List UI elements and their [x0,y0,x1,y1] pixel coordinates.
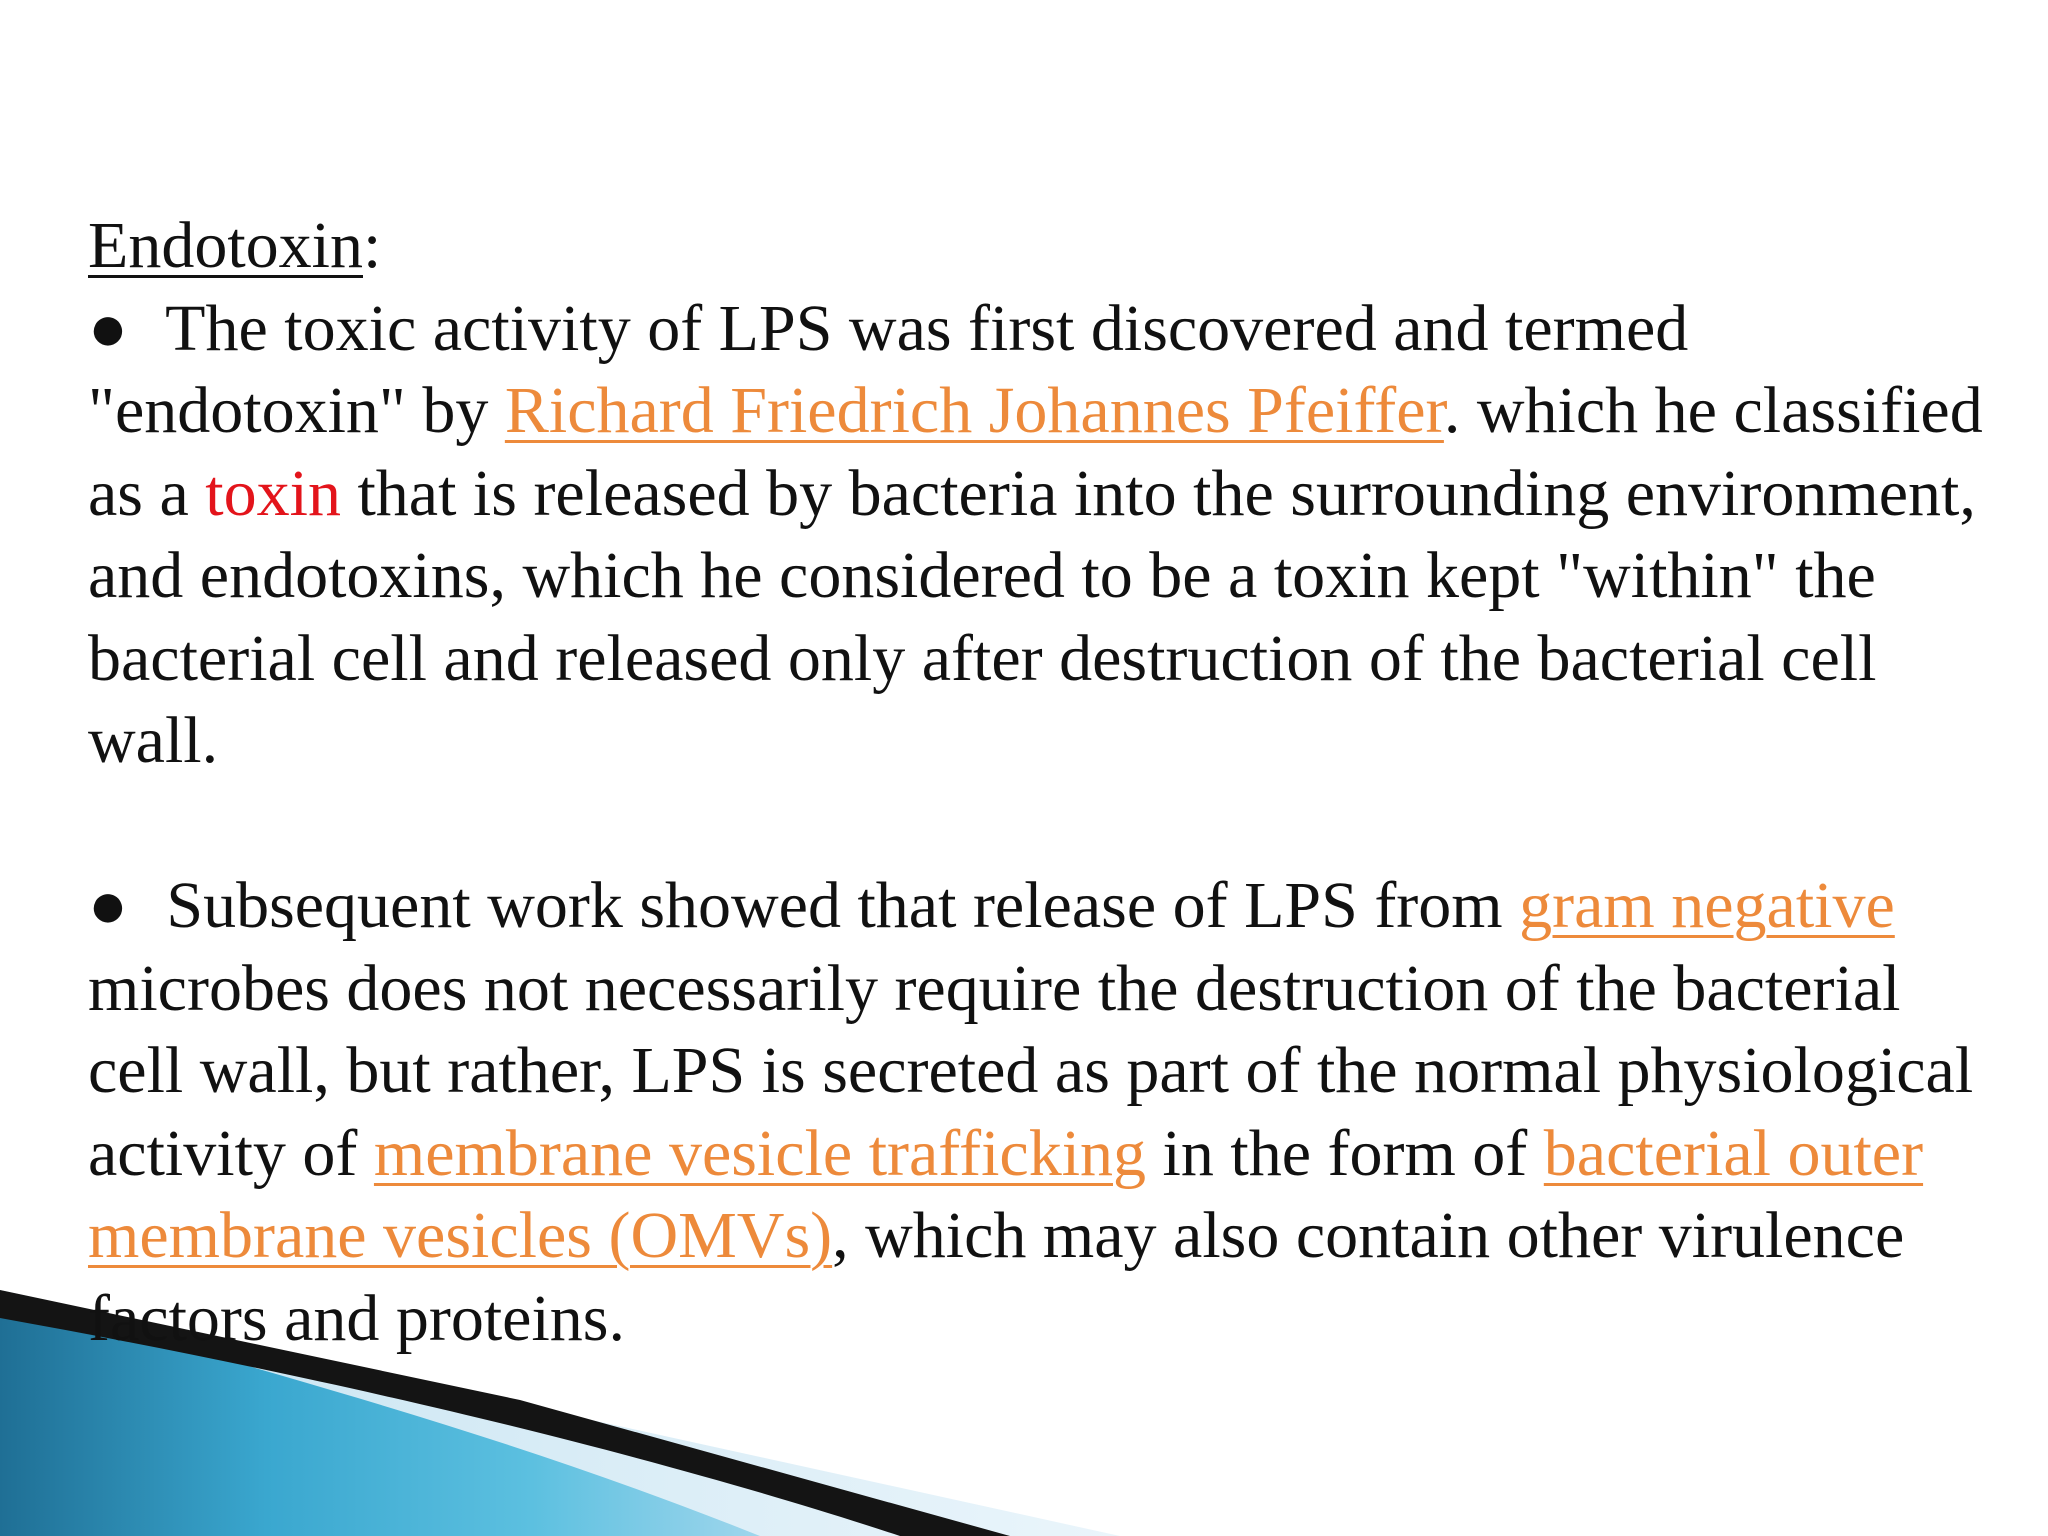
slide-heading [88,205,1988,288]
heading-colon: : [363,209,382,282]
bullet-2: ● [88,869,128,942]
slide-content [88,205,1988,1360]
p1-text-2: . which he classified as a [88,374,1983,530]
p2-text-4: , which may also contain other virulence factors and proteins. [88,1199,1905,1355]
p2-text-1: Subsequent work showed that release of LPS from [149,869,1520,942]
paragraph-gap [88,783,1988,866]
link-omvs[interactable]: bacterial outer membrane vesicles (OMVs) [88,1116,1924,1272]
link-pfeiffer[interactable]: Richard Friedrich Johannes Pfeiffer [504,374,1444,447]
bullet-1: ● [88,291,128,365]
link-membrane-vesicle-trafficking[interactable]: membrane vesicle trafficking [373,1116,1147,1190]
paragraph-2 [88,865,1988,1360]
paragraph-1 [88,288,1988,783]
link-gram-negative[interactable]: gram negative [1519,869,1895,942]
p1-text-3: that is released by bacteria into the surrounding environment, and endotoxins, which he considered to be a toxin kept "within" the bacterial cell and released only after destruction of the bacterial cell wall. [88,456,1976,777]
p2-text-3: in the form of [1146,1116,1544,1190]
p2-text-2: microbes does not necessarily require the destruction of the bacterial cell wall, but rather, LPS is secreted as part of the normal physiological activity of [88,951,1974,1190]
p1-text-1: The toxic activity of LPS was first discovered and termed "endotoxin" by [88,291,1689,447]
heading-title: Endotoxin [88,209,363,282]
highlight-toxin: toxin [205,456,341,530]
